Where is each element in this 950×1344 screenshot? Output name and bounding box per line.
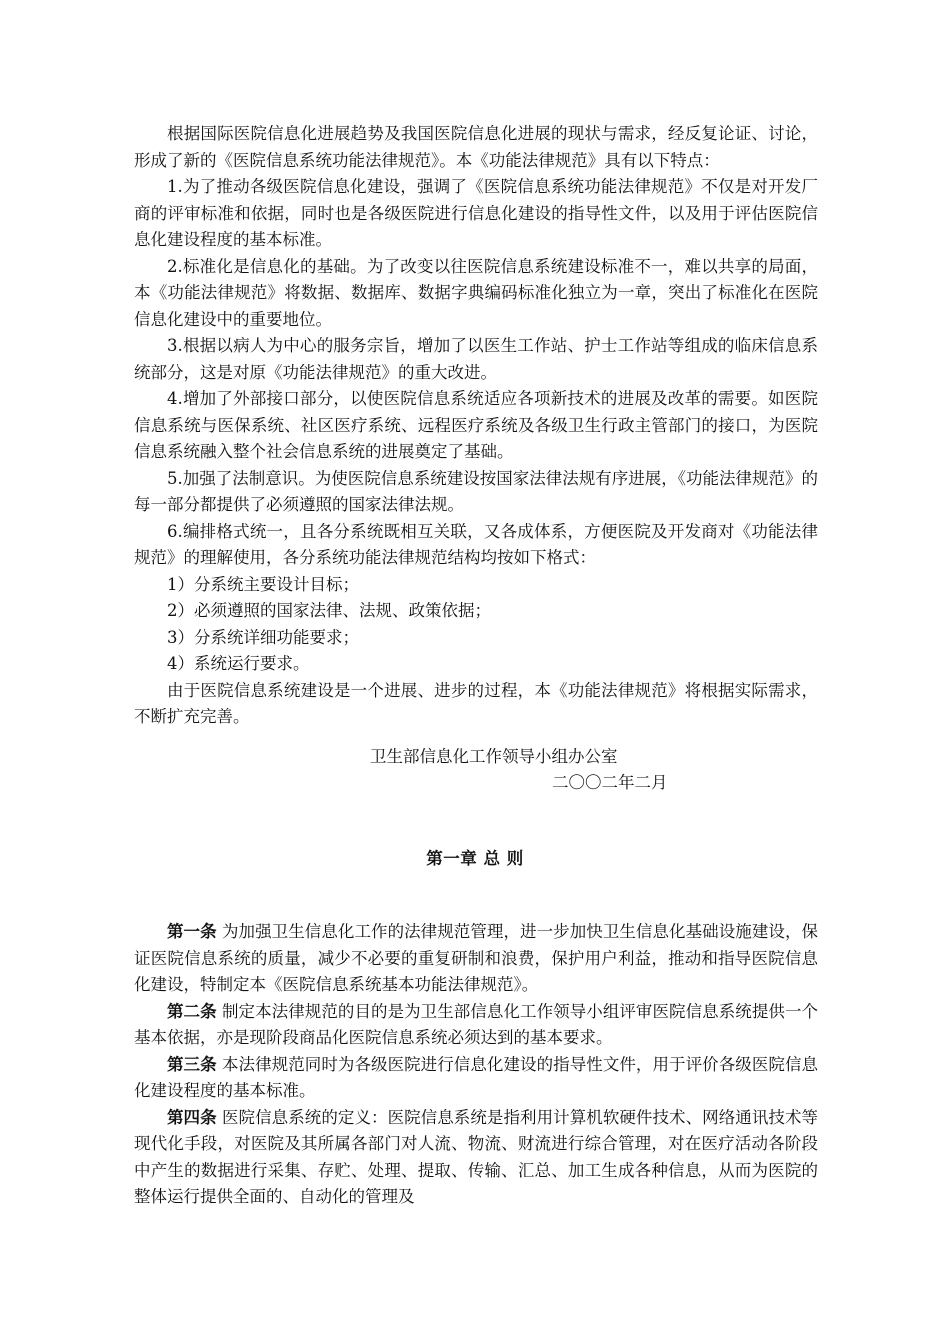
article-paragraph (134, 919, 818, 999)
format-list-item: 3）分系统详细功能要求； (167, 627, 359, 647)
format-list-item: 1）分系统主要设计目标； (167, 574, 359, 594)
article-paragraph (134, 1052, 818, 1105)
article-number: 第三条 (167, 1054, 217, 1074)
article-text: 医院信息系统的定义：医院信息系统是指利用计算机软硬件技术、网络通讯技术等现代化手段，对医院及其所属各部门对人流、物流、财流进行综合管理，对在医疗活动各阶段中产生的数据进行采集、存贮、处理、提取、传输、汇总、加工生成各种信息，从而为医院的整体运行提供全面的、自动化的管理及 (134, 1107, 819, 1206)
article-number: 第四条 (167, 1107, 217, 1127)
article-number: 第二条 (167, 1001, 217, 1021)
article-text: 为加强卫生信息化工作的法律规范管理，进一步加快卫生信息化基础设施建设，保证医院信息系统的质量，减少不必要的重复研制和浪费，保护用户利益，推动和指导医院信息化建设，特制定本《医院信息系统基本功能法律规范》。 (134, 922, 819, 994)
article-number: 第一条 (167, 922, 217, 941)
preface-point: 2.标准化是信息化的基础。为了改变以往医院信息系统建设标准不一，难以共享的局面，本《功能法律规范》将数据、数据库、数据字典编码标准化独立为一章，突出了标准化在医院信息化建设中的重要地位。 (134, 256, 818, 329)
preface-point: 5.加强了法制意识。为使医院信息系统建设按国家法律法规有序进展，《功能法律规范》的每一部分都提供了必须遵照的国家法律法规。 (134, 468, 818, 514)
preface-point: 1.为了推动各级医院信息化建设，强调了《医院信息系统功能法律规范》不仅是对开发厂商的评审标准和依据，同时也是各级医院进行信息化建设的指导性文件，以及用于评估医院信息化建设程度的基本标准。 (134, 177, 818, 249)
preface-point: 6.编排格式统一，且各分系统既相互关联，又各成体系，方便医院及开发商对《功能法律规范》的理解使用，各分系统功能法律规范结构均按如下格式： (134, 521, 818, 567)
format-list-item: 2）必须遵照的国家法律、法规、政策依据； (167, 601, 491, 620)
signature-organization: 卫生部信息化工作领导小组办公室 (370, 747, 618, 766)
chapter-title: 第一章 总 则 (426, 849, 524, 868)
preface-point: 3.根据以病人为中心的服务宗旨，增加了以医生工作站、护士工作站等组成的临床信息系统部分，这是对原《功能法律规范》的重大改进。 (134, 336, 818, 382)
preface-section (134, 121, 818, 731)
article-paragraph (134, 999, 818, 1052)
article-paragraph (134, 1105, 818, 1211)
preface-intro: 根据国际医院信息化进展趋势及我国医院信息化进展的现状与需求，经反复论证、讨论，形成了新的《医院信息系统功能法律规范》。本《功能法律规范》具有以下特点： (134, 124, 818, 170)
format-list-item: 4）系统运行要求。 (167, 654, 310, 673)
articles-section (134, 919, 818, 1211)
preface-closing: 由于医院信息系统建设是一个进展、进步的过程，本《功能法律规范》将根据实际需求，不断扩充完善。 (134, 680, 818, 726)
signature-date: 二〇〇二年二月 (552, 773, 668, 792)
article-text: 本法律规范同时为各级医院进行信息化建设的指导性文件，用于评价各级医院信息化建设程度的基本标准。 (134, 1054, 819, 1100)
preface-point: 4.增加了外部接口部分，以使医院信息系统适应各项新技术的进展及改革的需要。如医院信息系统与医保系统、社区医疗系统、远程医疗系统及各级卫生行政主管部门的接口，为医院信息系统融入整个社会信息系统的进展奠定了基础。 (134, 389, 818, 461)
article-text: 制定本法律规范的目的是为卫生部信息化工作领导小组评审医院信息系统提供一个基本依据，亦是现阶段商品化医院信息系统必须达到的基本要求。 (134, 1001, 819, 1047)
